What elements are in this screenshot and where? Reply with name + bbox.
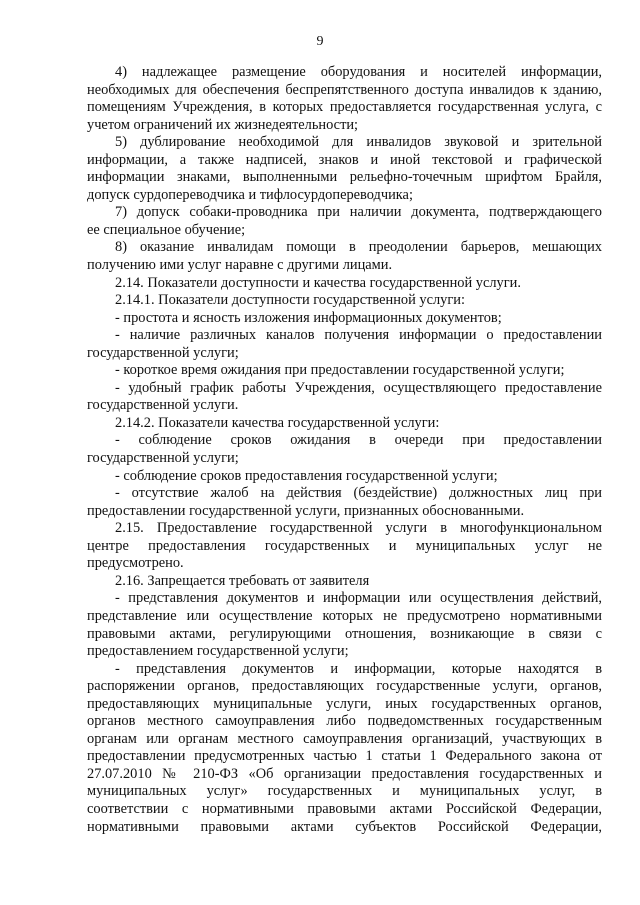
text-line: информации знаками, выполненными рельефно-точечным шрифтом Брайля,: [87, 169, 602, 186]
text-line: - наличие различных каналов получения информации о предоставлении: [115, 327, 602, 344]
text-line: предоставлении предусмотренных частью 1 статьи 1 Федерального закона от: [87, 748, 602, 765]
text-line: нормативными правовыми актами субъектов Российской Федерации,: [87, 818, 602, 835]
text-line: допуск сурдопереводчика и тифлосурдопереводчика;: [87, 186, 413, 203]
text-line: 2.14.1. Показатели доступности государственной услуги:: [115, 292, 465, 309]
text-line: 2.15. Предоставление государственной услуги в многофункциональном: [115, 520, 602, 537]
text-line: - представления документов и информации, которые находятся в: [115, 660, 602, 677]
text-line: соответствии с нормативными правовыми актами Российской Федерации,: [87, 800, 602, 817]
text-line: 7) допуск собаки-проводника при наличии документа, подтверждающего: [115, 204, 602, 221]
text-line: информации, а также надписей, знаков и иной текстовой и графической: [87, 151, 602, 168]
text-line: ее специальное обучение;: [87, 221, 246, 238]
text-line: - соблюдение сроков предоставления государственной услуги;: [115, 467, 498, 484]
text-line: - простота и ясность изложения информационных документов;: [115, 309, 502, 326]
text-line: государственной услуги.: [87, 397, 239, 414]
text-line: - соблюдение сроков ожидания в очереди при предоставлении: [115, 432, 602, 449]
text-line: - удобный график работы Учреждения, осуществляющего предоставление: [115, 379, 602, 396]
text-line: 2.16. Запрещается требовать от заявителя: [115, 572, 370, 589]
text-line: получению ими услуг наравне с другими лицами.: [87, 257, 393, 274]
page-body-text: [87, 64, 602, 836]
text-line: правовыми актами, регулирующими отношения, возникающие в связи с: [87, 625, 602, 642]
text-line: государственной услуги;: [87, 344, 239, 361]
page-number: 9: [316, 34, 324, 49]
text-line: муниципальных услуг» государственных и муниципальных услуг, в: [87, 783, 602, 800]
text-line: необходимых для обеспечения беспрепятственного доступа инвалидов к зданию,: [87, 81, 602, 98]
text-line: учетом ограничений их жизнедеятельности;: [87, 116, 359, 133]
text-line: 2.14.2. Показатели качества государственной услуги:: [115, 414, 440, 431]
text-line: государственной услуги;: [87, 450, 239, 467]
text-line: 8) оказание инвалидам помощи в преодолении барьеров, мешающих: [115, 239, 602, 256]
text-line: - короткое время ожидания при предоставлении государственной услуги;: [115, 362, 565, 379]
text-line: предоставлении государственной услуги, признанных обоснованными.: [87, 502, 525, 519]
text-line: предоставляющих муниципальные услуги, иных государственных органов,: [87, 695, 602, 712]
text-line: - представления документов и информации или осуществления действий,: [115, 590, 602, 607]
text-line: 27.07.2010 № 210-ФЗ «Об организации предоставления государственных и: [87, 765, 602, 782]
text-line: органам или органам местного самоуправления организаций, участвующих в: [87, 730, 602, 747]
text-line: распоряжении органов, предоставляющих государственные услуги, органов,: [87, 678, 602, 695]
text-line: предусмотрено.: [87, 555, 184, 572]
text-line: помещениям Учреждения, в которых предоставляется государственная услуга, с: [87, 99, 602, 116]
text-line: центре предоставления государственных и муниципальных услуг не: [87, 537, 602, 554]
text-line: 4) надлежащее размещение оборудования и носителей информации,: [115, 64, 602, 80]
text-line: 2.14. Показатели доступности и качества государственной услуги.: [115, 274, 521, 291]
text-line: органов местного самоуправления либо подведомственных государственным: [87, 713, 602, 730]
text-line: предоставлением государственной услуги;: [87, 643, 349, 660]
text-line: представление или осуществление которых не предусмотрено нормативными: [87, 607, 602, 624]
text-line: - отсутствие жалоб на действия (бездействие) должностных лиц при: [115, 485, 602, 502]
text-line: 5) дублирование необходимой для инвалидов звуковой и зрительной: [115, 134, 602, 151]
